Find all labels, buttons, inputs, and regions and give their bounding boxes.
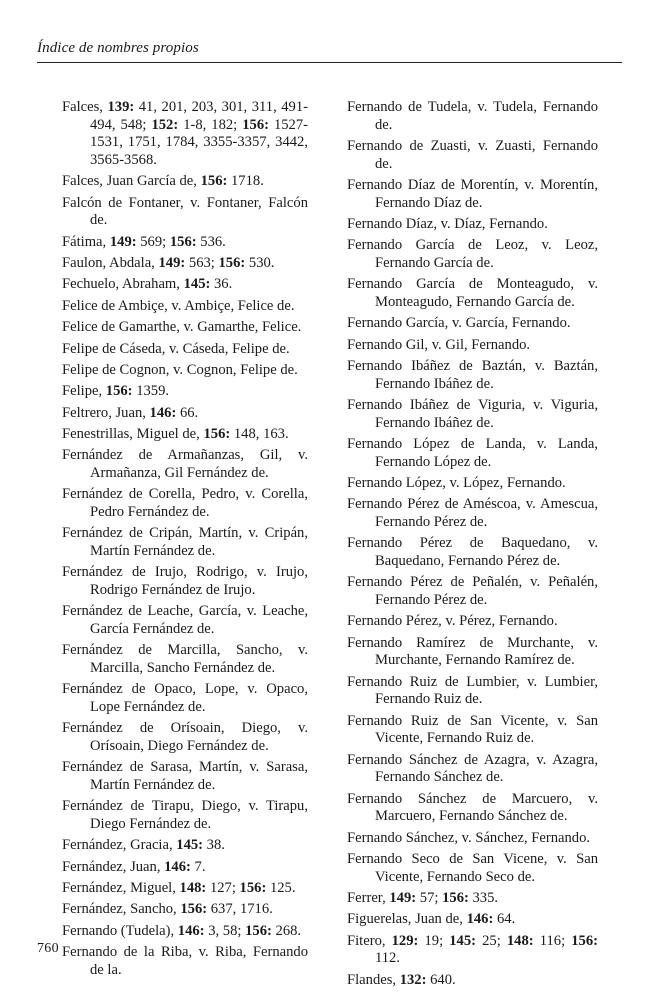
volume-ref: 156: xyxy=(245,922,272,939)
index-entry xyxy=(62,405,308,423)
volume-ref: 149: xyxy=(158,254,186,271)
entry-text: Fernando López, v. López, Fernando. xyxy=(347,475,566,492)
entry-text: 530. xyxy=(245,254,275,271)
volume-ref: 145: xyxy=(176,837,204,854)
index-entry xyxy=(347,972,598,990)
entry-text: Fernando Ibáñez de Viguria, v. Viguria, Fernando Ibáñez de. xyxy=(347,397,598,431)
index-entry xyxy=(62,383,308,401)
entry-text: Fernando Ruiz de Lumbier, v. Lumbier, Fernando Ruiz de. xyxy=(347,673,598,708)
entry-text: Fernández de Cripán, Martín, v. Cripán, Martín Fernández de. xyxy=(62,525,308,560)
entry-text: Fernando de Tudela, v. Tudela, Fernando de. xyxy=(347,99,598,133)
entry-text: Fernando Díaz de Morentín, v. Morentín, Fernando Díaz de. xyxy=(347,176,598,211)
index-entry xyxy=(347,496,598,531)
index-entry xyxy=(62,642,308,677)
entry-text: Fátima, xyxy=(62,233,110,250)
volume-ref: 156: xyxy=(442,890,469,907)
index-entry xyxy=(347,791,598,826)
index-entry xyxy=(62,880,308,898)
entry-text: Felipe de Cáseda, v. Cáseda, Felipe de. xyxy=(62,340,290,357)
entry-text: Falcón de Fontaner, v. Fontaner, Falcón de. xyxy=(62,194,308,229)
index-entry xyxy=(62,173,308,191)
index-entry xyxy=(62,720,308,755)
entry-text: Felipe de Cognon, v. Cognon, Felipe de. xyxy=(62,361,298,378)
entry-text: 640. xyxy=(426,971,456,988)
entry-text: 563; xyxy=(185,254,219,271)
index-entry xyxy=(62,525,308,560)
entry-text: Fitero, xyxy=(347,932,392,949)
volume-ref: 156: xyxy=(200,173,228,190)
index-entry xyxy=(62,276,308,294)
volume-ref: 145: xyxy=(183,276,211,293)
entry-text: 148, 163. xyxy=(230,426,289,443)
index-entry xyxy=(62,859,308,877)
entry-text: 116; xyxy=(533,932,572,949)
entry-text: Fernando Pérez de Baquedano, v. Baquedano, Fernando Pérez de. xyxy=(347,535,598,570)
entry-text: Fernando García de Leoz, v. Leoz, Fernando García de. xyxy=(347,237,598,271)
volume-ref: 156: xyxy=(169,233,197,250)
index-entry xyxy=(62,447,308,482)
index-entry xyxy=(347,337,598,355)
index-entry xyxy=(62,798,308,833)
entry-text: 125. xyxy=(266,880,296,897)
entry-text: 7. xyxy=(190,858,206,875)
index-entry xyxy=(62,837,308,855)
index-entry xyxy=(347,138,598,173)
index-column-right xyxy=(347,99,598,993)
index-entry xyxy=(62,298,308,316)
volume-ref: 146: xyxy=(466,911,494,928)
index-entry xyxy=(347,911,598,929)
entry-text: 268. xyxy=(271,922,302,939)
entry-text: 112. xyxy=(375,950,400,967)
index-entry xyxy=(347,851,598,886)
volume-ref: 129: xyxy=(391,932,419,949)
running-head: Índice de nombres propios xyxy=(37,40,199,56)
volume-ref: 132: xyxy=(399,971,427,988)
entry-text: Fernando Ruiz de San Vicente, v. San Vicente, Fernando Ruiz de. xyxy=(347,712,598,747)
entry-text: Fernando de la Riba, v. Riba, Fernando de la. xyxy=(62,944,308,978)
entry-text: Falces, xyxy=(62,99,108,115)
entry-text: Fernández de Corella, Pedro, v. Corella, Pedro Fernández de. xyxy=(62,486,308,521)
entry-text: 36. xyxy=(210,276,233,293)
index-entry xyxy=(62,195,308,230)
index-column-left xyxy=(62,99,308,983)
index-entry xyxy=(62,362,308,380)
index-entry xyxy=(347,216,598,234)
index-entry xyxy=(347,574,598,609)
index-entry xyxy=(347,674,598,709)
entry-text: Fernando López de Landa, v. Landa, Fernando López de. xyxy=(347,436,598,470)
index-entry xyxy=(347,752,598,787)
volume-ref: 156: xyxy=(239,880,267,897)
index-entry xyxy=(62,759,308,794)
entry-text: 57; xyxy=(416,890,443,907)
volume-ref: 156: xyxy=(571,932,598,949)
entry-text: Fernández, Gracia, xyxy=(62,837,177,854)
entry-text: Flandes, xyxy=(347,971,400,988)
entry-text: 64. xyxy=(493,911,516,928)
index-entry xyxy=(62,99,308,169)
entry-text: Fernández de Irujo, Rodrigo, v. Irujo, Rodrigo Fernández de Irujo. xyxy=(62,564,308,598)
index-entry xyxy=(62,234,308,252)
volume-ref: 156: xyxy=(242,116,269,133)
entry-text: Fernando Sánchez de Marcuero, v. Marcuero, Fernando Sánchez de. xyxy=(347,790,598,825)
entry-text: Fenestrillas, Miguel de, xyxy=(62,426,204,443)
entry-text: Fernández de Orísoain, Diego, v. Orísoain, Diego Fernández de. xyxy=(62,720,308,754)
volume-ref: 156: xyxy=(105,383,133,400)
entry-text: Fernández de Sarasa, Martín, v. Sarasa, Martín Fernández de. xyxy=(62,759,308,793)
entry-text: 19; xyxy=(418,932,450,949)
entry-text: Fernando Ibáñez de Baztán, v. Baztán, Fernando Ibáñez de. xyxy=(347,358,598,392)
index-entry xyxy=(62,486,308,521)
entry-text: Fernando Pérez de Peñalén, v. Peñalén, Fernando Pérez de. xyxy=(347,574,598,608)
page-number: 760 xyxy=(37,941,59,956)
index-entry xyxy=(347,535,598,570)
entry-text: Fernando de Zuasti, v. Zuasti, Fernando de. xyxy=(347,137,598,172)
volume-ref: 156: xyxy=(180,901,208,918)
index-entry xyxy=(347,635,598,670)
entry-text: Fernando Gil, v. Gil, Fernando. xyxy=(347,336,531,353)
entry-text: Fernando Díaz, v. Díaz, Fernando. xyxy=(347,215,548,232)
index-entry xyxy=(347,237,598,272)
entry-text: Fernando Sánchez de Azagra, v. Azagra, Fernando Sánchez de. xyxy=(347,751,598,786)
volume-ref: 148: xyxy=(506,932,534,949)
entry-text: Fernando Pérez de Améscoa, v. Amescua, Fernando Pérez de. xyxy=(347,496,598,531)
index-entry xyxy=(347,315,598,333)
entry-text: Ferrer, xyxy=(347,890,390,907)
volume-ref: 139: xyxy=(107,99,135,115)
entry-text: Faulon, Abdala, xyxy=(62,254,159,271)
entry-text: 41, 201, 203, 301, 311, 491-494, 548; xyxy=(90,99,308,133)
volume-ref: 156: xyxy=(218,254,246,271)
entry-text: Fernando Seco de San Vicene, v. San Vicente, Fernando Seco de. xyxy=(347,851,598,885)
index-entry xyxy=(62,255,308,273)
entry-text: 1359. xyxy=(132,383,170,400)
index-entry xyxy=(62,564,308,599)
index-entry xyxy=(347,613,598,631)
volume-ref: 149: xyxy=(109,233,137,250)
volume-ref: 156: xyxy=(203,426,231,443)
entry-text: 3, 58; xyxy=(204,922,246,939)
index-entry xyxy=(347,475,598,493)
entry-text: Fernando García de Monteagudo, v. Monteagudo, Fernando García de. xyxy=(347,276,598,310)
entry-text: Figuerelas, Juan de, xyxy=(347,911,467,928)
index-entry xyxy=(62,319,308,337)
entry-text: 25; xyxy=(476,932,507,949)
index-entry xyxy=(347,276,598,311)
entry-text: Fernández de Opaco, Lope, v. Opaco, Lope Fernández de. xyxy=(62,681,308,715)
entry-text: Felice de Ambiçe, v. Ambiçe, Felice de. xyxy=(62,297,295,314)
entry-text: 127; xyxy=(206,880,240,897)
volume-ref: 146: xyxy=(177,922,205,939)
index-entry xyxy=(62,426,308,444)
entry-text: Felipe, xyxy=(62,383,106,400)
volume-ref: 146: xyxy=(164,858,191,875)
entry-text: Falces, Juan García de, xyxy=(62,173,201,190)
entry-text: 335. xyxy=(468,890,499,907)
entry-text: Fernández, Sancho, xyxy=(62,901,181,918)
index-entry xyxy=(62,944,308,979)
entry-text: Fernández de Tirapu, Diego, v. Tirapu, Diego Fernández de. xyxy=(62,798,308,832)
entry-text: Fernando Sánchez, v. Sánchez, Fernando. xyxy=(347,829,591,846)
entry-text: Fernández de Leache, García, v. Leache, García Fernández de. xyxy=(62,603,308,637)
volume-ref: 146: xyxy=(149,404,177,421)
entry-text: 637, 1716. xyxy=(207,901,273,918)
entry-text: Feltrero, Juan, xyxy=(62,404,150,421)
entry-text: 569; xyxy=(136,233,170,250)
volume-ref: 145: xyxy=(449,932,476,949)
entry-text: Fernando (Tudela), xyxy=(62,922,178,939)
entry-text: Fernández, Miguel, xyxy=(62,880,180,897)
index-entry xyxy=(347,177,598,212)
index-entry xyxy=(347,890,598,908)
volume-ref: 152: xyxy=(151,116,179,133)
entry-text: Felice de Gamarthe, v. Gamarthe, Felice. xyxy=(62,319,302,336)
entry-text: Fernando Ramírez de Murchante, v. Murchante, Fernando Ramírez de. xyxy=(347,634,598,669)
index-entry xyxy=(62,923,308,941)
index-entry xyxy=(62,681,308,716)
index-entry xyxy=(347,358,598,393)
index-entry xyxy=(347,713,598,748)
index-entry xyxy=(62,603,308,638)
entry-text: Fernández de Marcilla, Sancho, v. Marcilla, Sancho Fernández de. xyxy=(62,642,308,676)
index-entry xyxy=(347,436,598,471)
index-entry xyxy=(347,99,598,134)
header-rule xyxy=(37,62,622,63)
entry-text: 536. xyxy=(196,233,226,250)
entry-text: Fernando Pérez, v. Pérez, Fernando. xyxy=(347,613,558,630)
index-entry xyxy=(347,397,598,432)
entry-text: 38. xyxy=(203,837,225,854)
volume-ref: 149: xyxy=(389,890,417,907)
entry-text: 1527-1531, 1751, 1784, 3355-3357, 3442, 3565-3568. xyxy=(90,116,309,168)
entry-text: 66. xyxy=(176,404,199,421)
index-entry xyxy=(62,341,308,359)
entry-text: Fechuelo, Abraham, xyxy=(62,276,184,293)
entry-text: 1718. xyxy=(227,173,264,190)
entry-text: Fernández de Armañanzas, Gil, v. Armañanza, Gil Fernández de. xyxy=(62,447,308,482)
entry-text: 1-8, 182; xyxy=(178,116,243,133)
index-entry xyxy=(62,901,308,919)
volume-ref: 148: xyxy=(179,880,207,897)
entry-text: Fernández, Juan, xyxy=(62,858,165,875)
entry-text: Fernando García, v. García, Fernando. xyxy=(347,315,571,332)
index-entry xyxy=(347,830,598,848)
index-entry xyxy=(347,933,598,968)
